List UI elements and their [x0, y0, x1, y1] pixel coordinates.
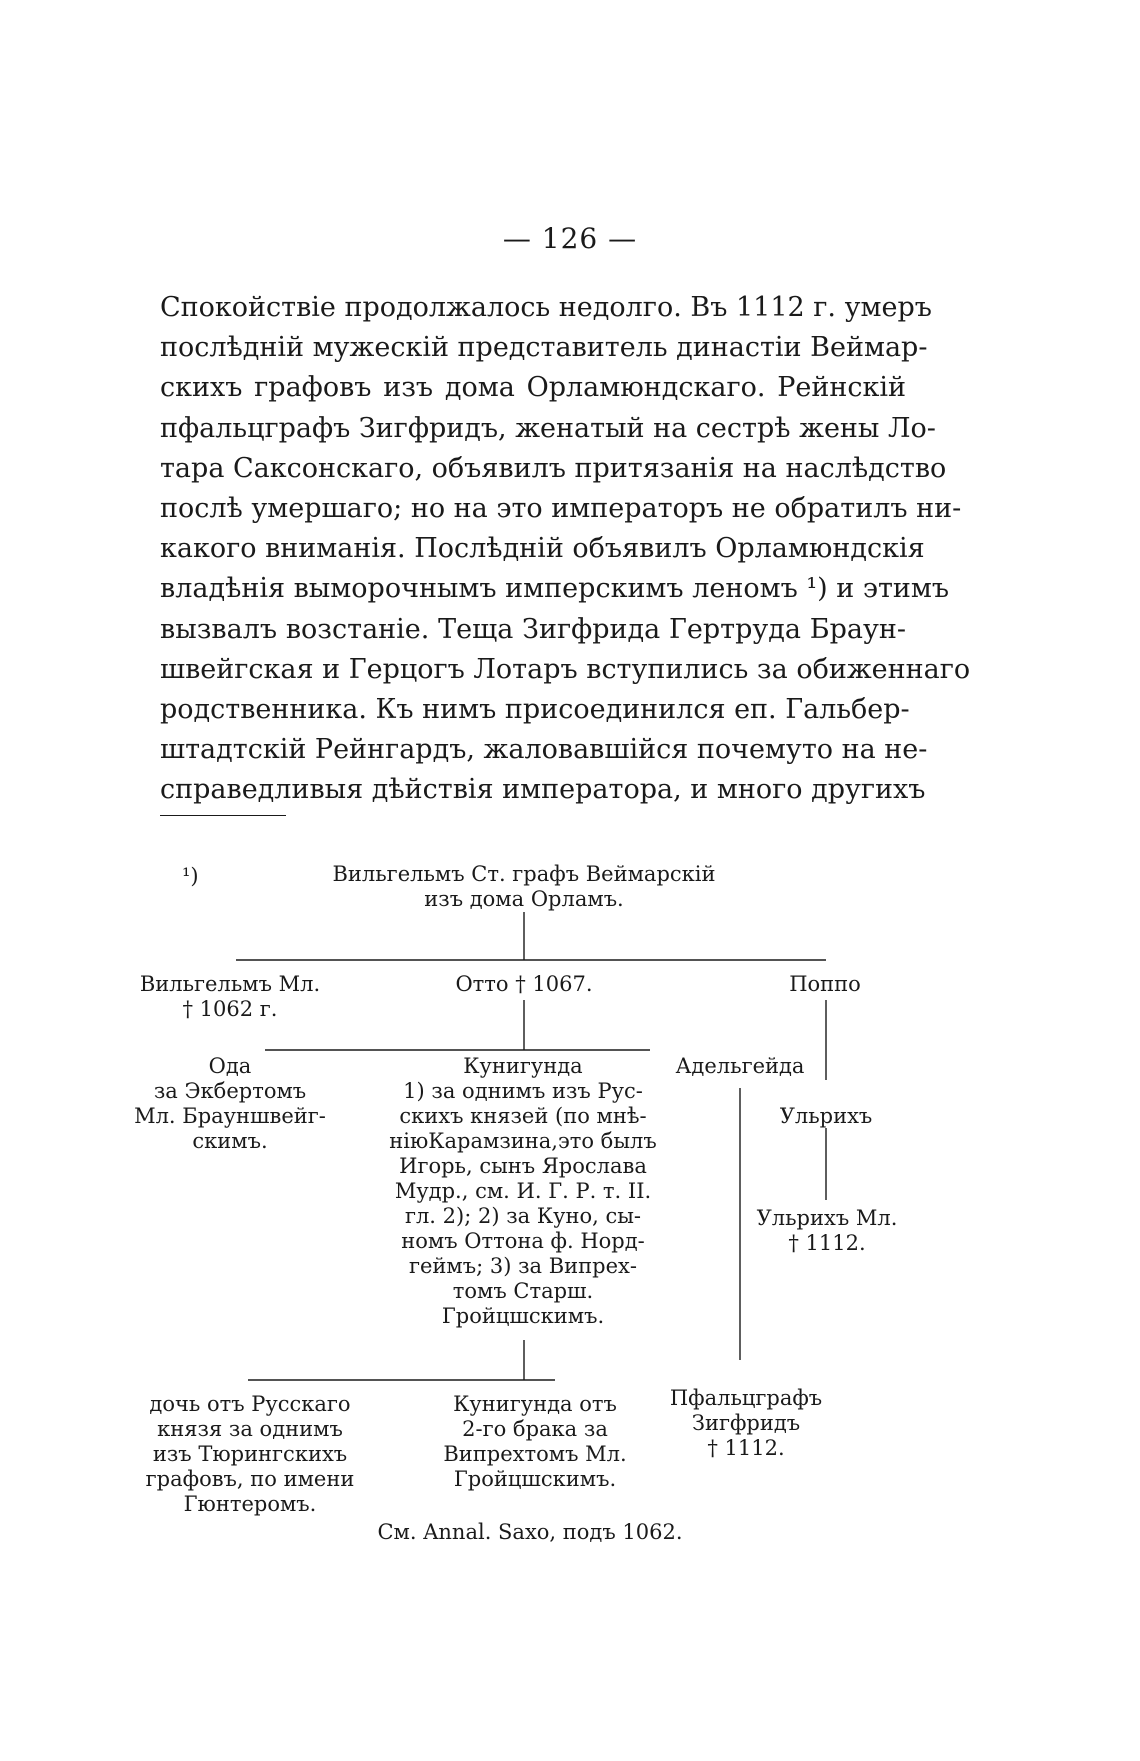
text-line: послѣ умершаго; но на это императоръ не обратилъ ни- [160, 493, 962, 525]
kunigunda-second-marriage: Кунигунда отъ 2-го брака за Випрехтомъ Мл. Гройцшскимъ. [443, 1392, 627, 1491]
oda: Ода за Экбертомъ Мл. Брауншвейг- скимъ. [134, 1054, 326, 1153]
text-line: штадтскій Рейнгардъ, жаловавшійся почемуто на не- [160, 734, 928, 766]
text-line: скихъ графовъ изъ дома Орламюндскаго. Рейнскій [160, 372, 906, 404]
ulrich: Ульрихъ [779, 1104, 873, 1128]
daughter-of-russian-prince: дочь отъ Русскаго князя за однимъ изъ Тюрингскихъ графовъ, по имени Гюнтеромъ. [145, 1392, 355, 1516]
text-line: какого вниманія. Послѣдній объявилъ Орламюндскія [160, 533, 925, 565]
root-ancestor [304, 862, 744, 912]
otto: Отто † 1067. [455, 972, 593, 996]
text-line: Спокойствіе продолжалось недолго. Въ 1112 г. умеръ [160, 292, 932, 323]
text-line: родственника. Къ нимъ присоединился еп. Гальбер- [160, 694, 910, 726]
footnote-marker: ¹) [182, 864, 199, 888]
text-line: пфальцграфъ Зигфридъ, женатый на сестрѣ жены Ло- [160, 412, 936, 444]
text-line: швейгская и Герцогъ Лотаръ вступились за обиженнаго [160, 653, 971, 685]
wilhelm-ml: Вильгельмъ Мл. † 1062 г. [139, 972, 321, 1021]
footnote-source: См. Annal. Saxo, подъ 1062. [377, 1520, 683, 1544]
root-house: изъ дома Орламъ. [424, 887, 624, 911]
root-name: Вильгельмъ Ст. графъ Веймарскій [332, 862, 716, 886]
adelgeida: Адельгейда [675, 1054, 805, 1078]
text-line: владѣнія выморочнымъ имперскимъ леномъ ¹) и этимъ [160, 573, 950, 605]
text-line: справедливыя дѣйствія императора, и много другихъ [160, 774, 926, 806]
text-line: тара Саксонскаго, объявилъ притязанія на наслѣдство [160, 452, 947, 484]
siegfried: Пфальцграфъ Зигфридъ † 1112. [669, 1386, 823, 1460]
page-number: — 126 — [502, 222, 638, 255]
text-line: послѣдній мужескій представитель династіи Веймар- [160, 332, 928, 364]
kunigunda: Кунигунда 1) за однимъ изъ Рус- скихъ князей (по мнѣ- ніюКарамзина,это былъ Игорь, сынъ Ярослава Мудр., см. И. Г. Р. т. II. гл. 2); 2) за Куно, сы- номъ Оттона ф. Норд- геймъ; 3) за Випрех- томъ Старш. Гройцшскимъ. [389, 1054, 657, 1328]
ulrich-ml: Ульрихъ Мл. † 1112. [756, 1206, 898, 1255]
text-line: вызвалъ возстаніе. Теща Зигфрида Гертруда Браун- [160, 613, 906, 645]
poppo: Поппо [789, 972, 861, 996]
